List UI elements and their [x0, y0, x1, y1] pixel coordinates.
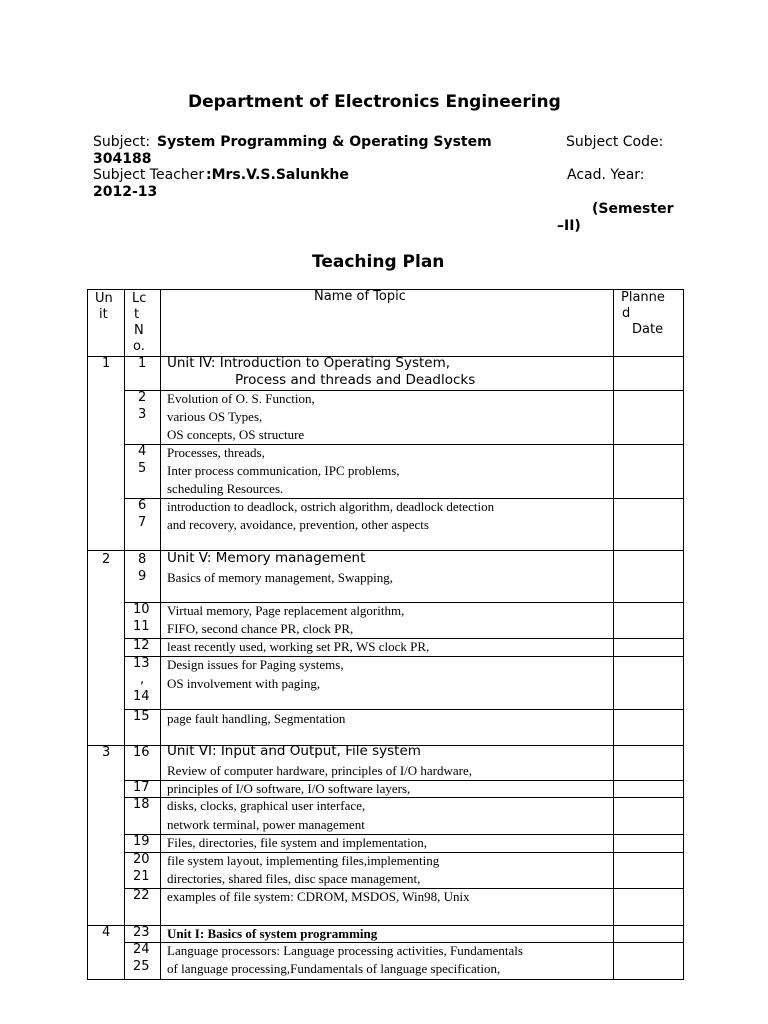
lecture-number: 12 [133, 638, 150, 653]
teaching-plan-title: Teaching Plan [312, 252, 445, 272]
topic-line: various OS Types, [167, 409, 263, 424]
topic-line: principles of I/O software, I/O software layers, [167, 781, 411, 796]
lecture-number: 15 [133, 709, 150, 724]
subject-value: System Programming & Operating System [157, 134, 492, 150]
semester-value: –II) [557, 218, 581, 234]
col-header-lct: t [134, 307, 140, 322]
subject-label: Subject: [93, 134, 151, 150]
teacher-label: Subject Teacher [93, 167, 205, 183]
unit-title: Process and threads and Deadlocks [235, 372, 476, 388]
topic-line: page fault handling, Segmentation [167, 711, 346, 726]
unit-title: Unit IV: Introduction to Operating System, [167, 355, 451, 371]
lecture-number: 24 [133, 942, 150, 957]
unit-title: Unit I: Basics of system programming [167, 926, 378, 941]
topic-line: and recovery, avoidance, prevention, other aspects [167, 517, 429, 532]
unit-title: Unit V: Memory management [167, 550, 366, 566]
lecture-number: 2 [138, 390, 147, 405]
lecture-number: 4 [138, 444, 147, 459]
lecture-number: 10 [133, 602, 150, 617]
lecture-number: 18 [133, 797, 150, 812]
topic-line: OS concepts, OS structure [167, 427, 305, 442]
acad-year-label: Acad. Year: [567, 167, 645, 183]
col-header-date: Date [632, 322, 664, 337]
lecture-number: 14 [133, 689, 150, 704]
topic-line: OS involvement with paging, [167, 676, 321, 691]
topic-line: Processes, threads, [167, 445, 265, 460]
unit-number: 4 [102, 925, 111, 940]
unit-number: 1 [102, 356, 111, 371]
topic-line: introduction to deadlock, ostrich algorithm, deadlock detection [167, 499, 495, 514]
topic-line: file system layout, implementing files,implementing [167, 853, 440, 868]
topic-line: Evolution of O. S. Function, [167, 391, 315, 406]
lecture-number: , [140, 672, 145, 687]
lecture-number: 8 [138, 552, 147, 567]
lecture-number: 1 [138, 356, 147, 371]
topic-line: Virtual memory, Page replacement algorithm, [167, 603, 405, 618]
col-header-unit: Un [95, 291, 113, 306]
col-header-date: Planne [621, 290, 665, 305]
lecture-number: 20 [133, 852, 150, 867]
page-title: Department of Electronics Engineering [188, 92, 561, 112]
topic-line: Design issues for Paging systems, [167, 657, 344, 672]
teacher-value: :Mrs.V.S.Salunkhe [206, 167, 349, 183]
unit-number: 2 [102, 552, 111, 567]
topic-line: of language processing,Fundamentals of language specification, [167, 961, 501, 976]
subject-code-value: 304188 [93, 151, 152, 167]
col-header-unit: it [99, 307, 108, 322]
topic-line: scheduling Resources. [167, 481, 284, 496]
topic-line: Language processors: Language processing activities, Fundamentals [167, 943, 523, 958]
lecture-number: 23 [133, 925, 150, 940]
col-header-date: d [622, 306, 631, 321]
lecture-number: 17 [133, 780, 150, 795]
lecture-number: 3 [138, 407, 147, 422]
acad-year-value: 2012-13 [93, 184, 158, 200]
lecture-number: 7 [138, 515, 147, 530]
lecture-number: 5 [138, 461, 147, 476]
col-header-lct: N [134, 323, 144, 338]
lecture-number: 9 [138, 569, 147, 584]
lecture-number: 22 [133, 888, 150, 903]
topic-line: Inter process communication, IPC problems, [167, 463, 400, 478]
topic-line: directories, shared files, disc space management, [167, 871, 421, 886]
unit-title: Unit VI: Input and Output, File system [167, 743, 421, 759]
topic-line: Files, directories, file system and implementation, [167, 835, 427, 850]
lecture-number: 13 [133, 656, 150, 671]
topic-line: FIFO, second chance PR, clock PR, [167, 621, 354, 636]
lecture-number: 16 [133, 745, 150, 760]
topic-line: Review of computer hardware, principles of I/O hardware, [167, 763, 473, 778]
lecture-number: 25 [133, 959, 150, 974]
topic-line: least recently used, working set PR, WS clock PR, [167, 639, 430, 654]
topic-line: Basics of memory management, Swapping, [167, 570, 394, 585]
topic-line: examples of file system: CDROM, MSDOS, Win98, Unix [167, 889, 470, 904]
semester-label: (Semester [592, 201, 674, 217]
lecture-number: 6 [138, 498, 147, 513]
col-header-topic: Name of Topic [314, 289, 406, 304]
lecture-number: 19 [133, 834, 150, 849]
col-header-lct: o. [133, 339, 145, 354]
topic-line: network terminal, power management [167, 817, 365, 832]
lecture-number: 11 [133, 619, 150, 634]
lecture-number: 21 [133, 869, 150, 884]
unit-number: 3 [102, 745, 111, 760]
subject-code-label: Subject Code: [566, 134, 664, 150]
col-header-lct: Lc [132, 291, 147, 306]
topic-line: disks, clocks, graphical user interface, [167, 798, 366, 813]
